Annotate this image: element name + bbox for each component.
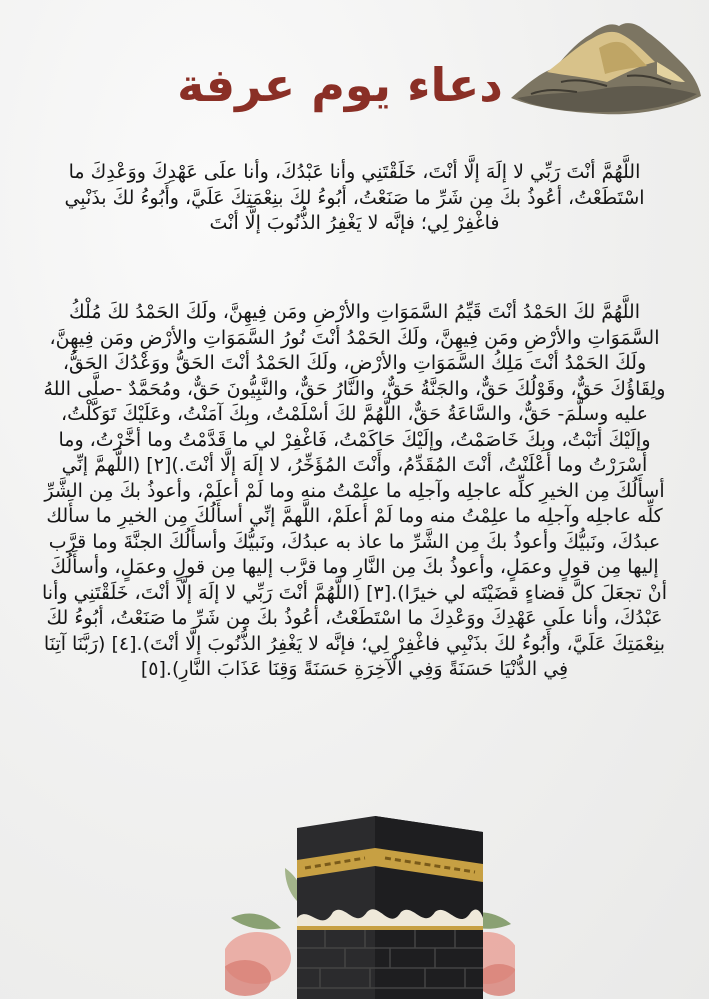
page-title: دعاء يوم عرفة [177, 58, 503, 112]
dua-paragraph-2: اللَّهُمَّ لكَ الحَمْدُ أنْتَ قَيِّمُ السَّمَوَاتِ والأرْضِ ومَن فِيهِنَّ، ولَكَ الحَمْدُ لكَ مُلْكُ السَّمَوَاتِ والأرْضِ ومَن فِيهِنَّ، ولَكَ الحَمْدُ أنْتَ نُورُ السَّمَوَاتِ والأرْضِ ومَن فِيهِنَّ، ولَكَ الحَمْدُ أنْتَ مَلِكُ السَّمَوَاتِ والأرْضِ، ولَكَ الحَمْدُ أنْتَ الحَقُّ ووَعْدُكَ الحَقُّ، ولِقَاؤُكَ حَقٌّ، وقَوْلُكَ حَقٌّ، والجَنَّةُ حَقٌّ، والنَّارُ حَقٌّ، والنَّبِيُّونَ حَقٌّ، ومُحَمَّدٌ -صلَّى اللهُ عليه وسلَّمَ- حَقٌّ، والسَّاعَةُ حَقٌّ، اللَّهُمَّ لكَ أسْلَمْتُ، وبِكَ آمَنْتُ، وعَلَيْكَ تَوَكَّلْتُ، وإلَيْكَ أنَبْتُ، وبِكَ خَاصَمْتُ، وإلَيْكَ حَاكَمْتُ، فَاغْفِرْ لي ما قَدَّمْتُ وما أخَّرْتُ، وما أسْرَرْتُ وما أعْلَنْتُ، أنْتَ المُقَدِّمُ، وأَنْتَ المُؤَخِّرُ، لا إلَهَ إلَّا أنْتَ.)[٢] (اللَّهمَّ إنِّي أسأَلُكَ مِن الخيرِ كلِّه عاجلِه وآجلِه ما علِمْتُ منه وما لَمْ أعلَمْ، وأعوذُ بكَ مِن الشَّرِّ كلِّه عاجلِه وآجلِه ما علِمْتُ منه وما لَمْ أعلَمْ، اللَّهمَّ إنِّي أسأَلُكَ مِن الخيرِ ما سأَلك عبدُكَ، ونَبيُّكَ وأعوذُ بكَ مِن الشَّرِّ ما عاذ به عبدُكَ، ونَبيُّكَ وأسأَلُكَ الجنَّةَ وما قرَّب إليها مِن قولٍ وعمَلٍ، وأعوذُ بكَ مِن النَّارِ وما قرَّب إليها مِن قولٍ وعمَلٍ، وأسأَلُكَ أنْ تجعَلَ كلَّ قضاءٍ قضَيْتَه لي خيرًا).[٣] (اللَّهُمَّ أنْتَ رَبِّي لا إلَهَ إلَّا أنْتَ، خَلَقْتَنِي وأنا عَبْدُكَ، وأنا علَى عَهْدِكَ ووَعْدِكَ ما اسْتَطَعْتُ، أعُوذُ بكَ مِن شَرِّ ما صَنَعْتُ، أبُوءُ لكَ بنِعْمَتِكَ عَلَيَّ، وأَبُوءُ لكَ بذَنْبِي فاغْفِرْ لِي؛ فإنَّه لا يَغْفِرُ الذُّنُوبَ إلَّا أنْتَ).[٤] (رَبَّنَا آتِنَا فِي الدُّنْيَا حَسَنَةً وَفِي الْآخِرَةِ حَسَنَةً وَقِنَا عَذَابَ النَّارِ).[٥] [42, 301, 667, 680]
kaaba-icon [225, 808, 515, 999]
dua-paragraph-1: اللَّهُمَّ أنْتَ رَبِّي لا إلَهَ إلَّا أنْتَ، خَلَقْتَنِي وأنا عَبْدُكَ، وأنا علَى عَهْدِكَ ووَعْدِكَ ما اسْتَطَعْتُ، أعُوذُ بكَ مِن شَرِّ ما صَنَعْتُ، أبُوءُ لكَ بنِعْمَتِكَ عَلَيَّ، وأَبُوءُ لكَ بذَنْبِي فاغْفِرْ لِي؛ فإنَّه لا يَغْفِرُ الذُّنُوبَ إلَّا أنْتَ [64, 161, 645, 234]
